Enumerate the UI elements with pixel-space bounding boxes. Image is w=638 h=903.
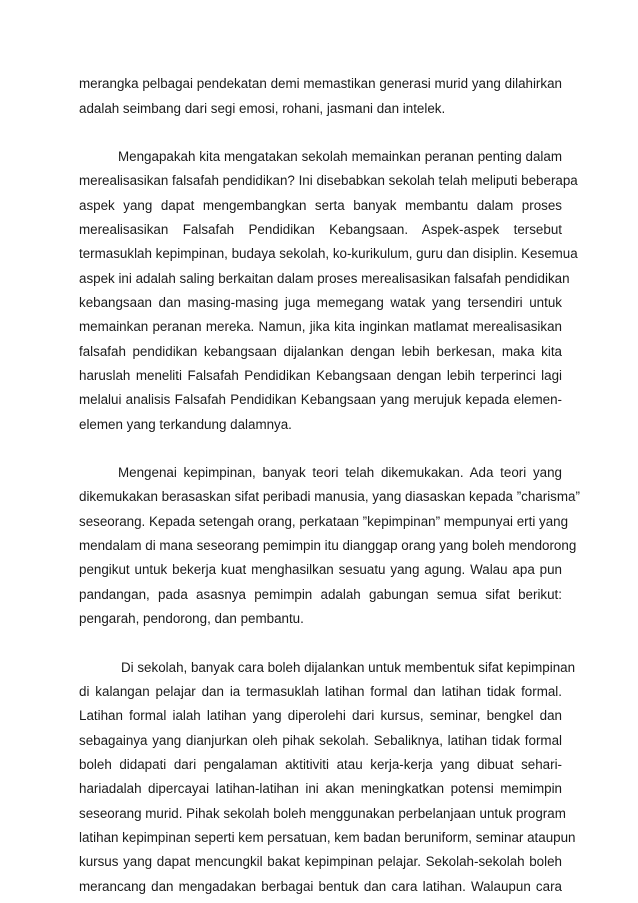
text-line: falsafah pendidikan kebangsaan dijalankan dengan lebih berkesan, maka kita <box>79 344 562 359</box>
text-line: merangka pelbagai pendekatan demi memastikan generasi murid yang dilahirkan <box>79 76 562 91</box>
text-line: haruslah meneliti Falsafah Pendidikan Kebangsaan dengan lebih terperinci lagi <box>79 368 562 383</box>
text-line: latihan kepimpinan seperti kem persatuan, kem badan beruniform, seminar ataupun <box>79 830 576 845</box>
text-line: termasuklah kepimpinan, budaya sekolah, ko-kurikulum, guru dan disiplin. Kesemua <box>79 246 578 261</box>
text-line: pengikut untuk bekerja kuat menghasilkan sesuatu yang agung. Walau apa pun <box>79 562 562 577</box>
text-line: di kalangan pelajar dan ia termasuklah latihan formal dan latihan tidak formal. <box>79 684 562 699</box>
paragraph-first-line: Di sekolah, banyak cara boleh dijalankan untuk membentuk sifat kepimpinan <box>121 660 576 675</box>
text-line: Latihan formal ialah latihan yang diperolehi dari kursus, seminar, bengkel dan <box>79 708 562 723</box>
text-line: aspek yang dapat mengembangkan serta banyak membantu dalam proses <box>79 198 562 213</box>
text-line: kursus yang dapat mencungkil bakat kepimpinan pelajar. Sekolah-sekolah boleh <box>79 854 562 869</box>
text-line: aspek ini adalah saling berkaitan dalam proses merealisasikan falsafah pendidikan <box>79 271 570 286</box>
text-line: pengarah, pendorong, dan pembantu. <box>79 611 304 626</box>
text-line: mendalam di mana seseorang pemimpin itu dianggap orang yang boleh mendorong <box>79 538 577 553</box>
text-line: elemen yang terkandung dalamnya. <box>79 417 292 432</box>
text-line: dikemukakan berasaskan sifat peribadi manusia, yang diasaskan kepada ”charisma” <box>79 489 580 504</box>
text-line: merealisasikan falsafah pendidikan? Ini disebabkan sekolah telah meliputi beberapa <box>79 173 578 188</box>
text-line: merancang dan mengadakan berbagai bentuk dan cara latihan. Walaupun cara <box>79 879 562 894</box>
text-line: pandangan, pada asasnya pemimpin adalah gabungan semua sifat berikut: <box>79 587 562 602</box>
text-line: sebagainya yang dianjurkan oleh pihak sekolah. Sebaliknya, latihan tidak formal <box>79 733 562 748</box>
text-line: memainkan peranan mereka. Namun, jika kita inginkan matlamat merealisasikan <box>79 319 562 334</box>
text-line: adalah seimbang dari segi emosi, rohani, jasmani dan intelek. <box>79 101 446 116</box>
text-line: hariadalah dipercayai latihan-latihan ini akan meningkatkan potensi memimpin <box>79 781 562 796</box>
text-line: melalui analisis Falsafah Pendidikan Kebangsaan yang merujuk kepada elemen- <box>79 392 562 407</box>
text-line: kebangsaan dan masing-masing juga memegang watak yang tersendiri untuk <box>79 295 562 310</box>
text-line: seseorang murid. Pihak sekolah boleh menggunakan perbelanjaan untuk program <box>79 806 566 821</box>
paragraph-first-line: Mengenai kepimpinan, banyak teori telah dikemukakan. Ada teori yang <box>118 465 562 480</box>
text-line: seseorang. Kepada setengah orang, perkataan ”kepimpinan” mempunyai erti yang <box>79 514 569 529</box>
paragraph-first-line: Mengapakah kita mengatakan sekolah memainkan peranan penting dalam <box>118 149 562 164</box>
text-line: boleh didapati dari pengalaman aktitiviti atau kerja-kerja yang dibuat sehari- <box>79 757 562 772</box>
text-line: merealisasikan Falsafah Pendidikan Kebangsaan. Aspek-aspek tersebut <box>79 222 562 237</box>
